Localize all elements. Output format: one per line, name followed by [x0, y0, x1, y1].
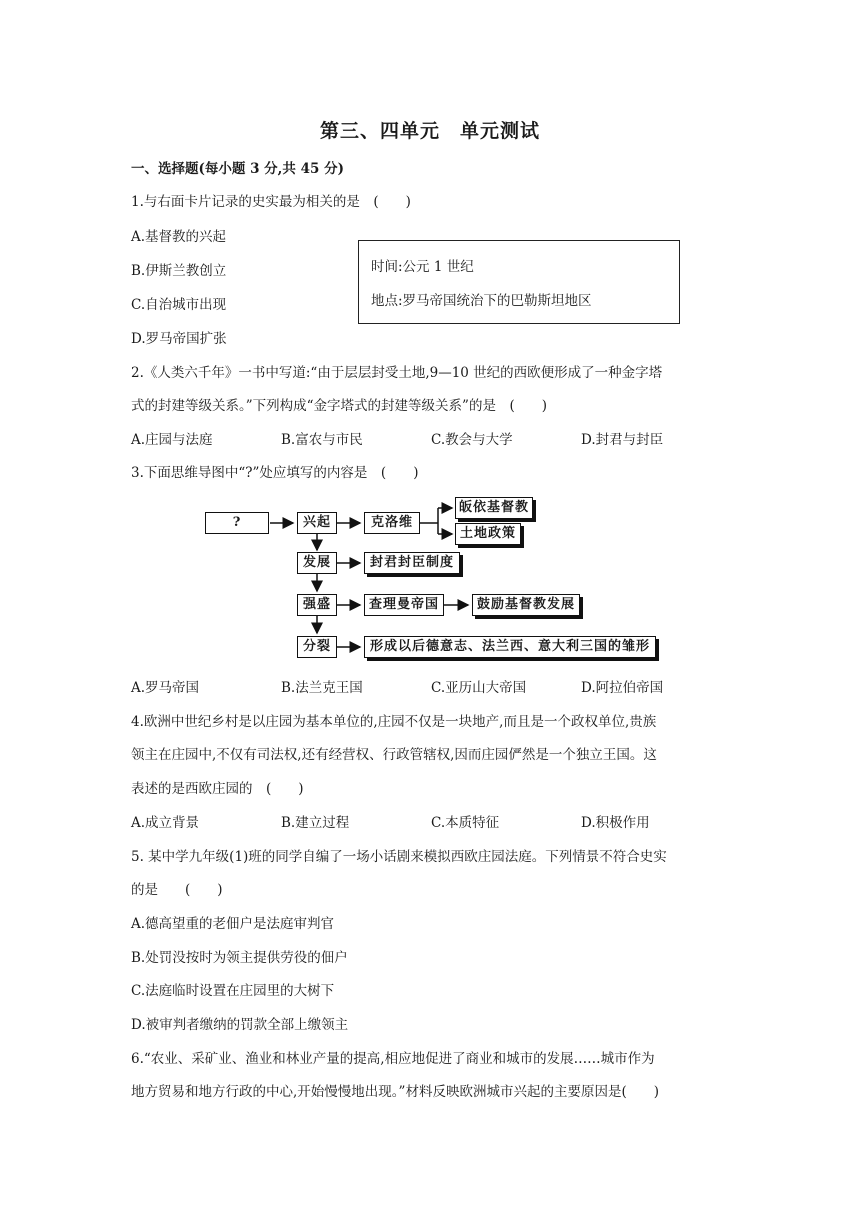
question-2-option-b: B.富农与市民: [281, 432, 363, 448]
question-2-line-1: 2.《人类六千年》一书中写道:“由于层层封受土地,9—10 世纪的西欧便形成了一种金字塔: [131, 365, 663, 381]
mind-map-encourage-christianity: 鼓励基督教发展: [472, 594, 580, 616]
question-4-option-d: D.积极作用: [581, 815, 650, 831]
question-6-line-2: 地方贸易和地方行政的中心,开始慢慢地出现。”材料反映欧洲城市兴起的主要原因是( ): [131, 1084, 659, 1100]
question-4-option-b: B.建立过程: [281, 815, 350, 831]
mind-map-stage-split: 分裂: [297, 636, 337, 658]
question-5-line-2: 的是 ( ): [131, 882, 223, 898]
question-4-options: [131, 811, 731, 831]
question-5-option-b: B.处罚没按时为领主提供劳役的佃户: [131, 950, 348, 966]
question-1-option-a: A.基督教的兴起: [131, 229, 227, 245]
question-1-option-c: C.自治城市出现: [131, 297, 227, 313]
mind-map-convert-christianity: 皈依基督教: [455, 497, 533, 519]
question-4-option-c: C.本质特征: [431, 815, 500, 831]
question-2-line-2: 式的封建等级关系。”下列构成“金字塔式的封建等级关系”的是 ( ): [131, 398, 547, 414]
card-place: 地点:罗马帝国统治下的巴勒斯坦地区: [371, 293, 592, 309]
question-3-stem: 3.下面思维导图中“?”处应填写的内容是 ( ): [131, 465, 419, 481]
question-4-line-1: 4.欧洲中世纪乡村是以庄园为基本单位的,庄园不仅是一块地产,而且是一个政权单位,贵族: [131, 714, 657, 730]
mind-map-charlemagne-empire: 查理曼帝国: [364, 594, 444, 616]
question-1-option-d: D.罗马帝国扩张: [131, 331, 227, 347]
mind-map-stage-strong: 强盛: [297, 594, 337, 616]
question-1-stem: 1.与右面卡片记录的史实最为相关的是 ( ): [131, 194, 411, 210]
question-6-line-1: 6.“农业、采矿业、渔业和林业产量的提高,相应地促进了商业和城市的发展……城市作为: [131, 1051, 655, 1067]
mind-map-root-question: ?: [205, 512, 269, 534]
mind-map-stage-rise: 兴起: [297, 512, 337, 534]
card-time: 时间:公元 1 世纪: [371, 259, 474, 275]
question-3-option-a: A.罗马帝国: [131, 680, 200, 696]
page-title: 第三、四单元 单元测试: [319, 120, 540, 142]
question-4-line-3: 表述的是西欧庄园的 ( ): [131, 781, 304, 797]
question-5-option-d: D.被审判者缴纳的罚款全部上缴领主: [131, 1017, 349, 1033]
question-2-option-d: D.封君与封臣: [581, 432, 664, 448]
question-4-option-a: A.成立背景: [131, 815, 200, 831]
question-5-option-a: A.德高望重的老佃户是法庭审判官: [131, 916, 335, 932]
mind-map-land-policy: 土地政策: [455, 523, 521, 545]
mind-map-stage-develop: 发展: [297, 552, 337, 574]
mind-map-three-kingdoms: 形成以后德意志、法兰西、意大利三国的雏形: [364, 636, 656, 658]
question-2-option-c: C.教会与大学: [431, 432, 513, 448]
question-5-line-1: 5. 某中学九年级(1)班的同学自编了一场小话剧来模拟西欧庄园法庭。下列情景不符合史实: [131, 849, 667, 865]
question-3-option-d: D.阿拉伯帝国: [581, 680, 664, 696]
question-2-option-a: A.庄园与法庭: [131, 432, 213, 448]
mind-map-feudal-system: 封君封臣制度: [364, 552, 460, 574]
question-3-option-b: B.法兰克王国: [281, 680, 363, 696]
question-5-option-c: C.法庭临时设置在庄园里的大树下: [131, 983, 335, 999]
section-heading: 一、选择题(每小题 3 分,共 45 分): [131, 161, 344, 177]
question-4-line-2: 领主在庄园中,不仅有司法权,还有经营权、行政管辖权,因而庄园俨然是一个独立王国。这: [131, 747, 657, 763]
question-3-options: [131, 676, 731, 696]
mind-map-clovis: 克洛维: [364, 512, 420, 534]
question-1-option-b: B.伊斯兰教创立: [131, 263, 227, 279]
question-3-option-c: C.亚历山大帝国: [431, 680, 527, 696]
